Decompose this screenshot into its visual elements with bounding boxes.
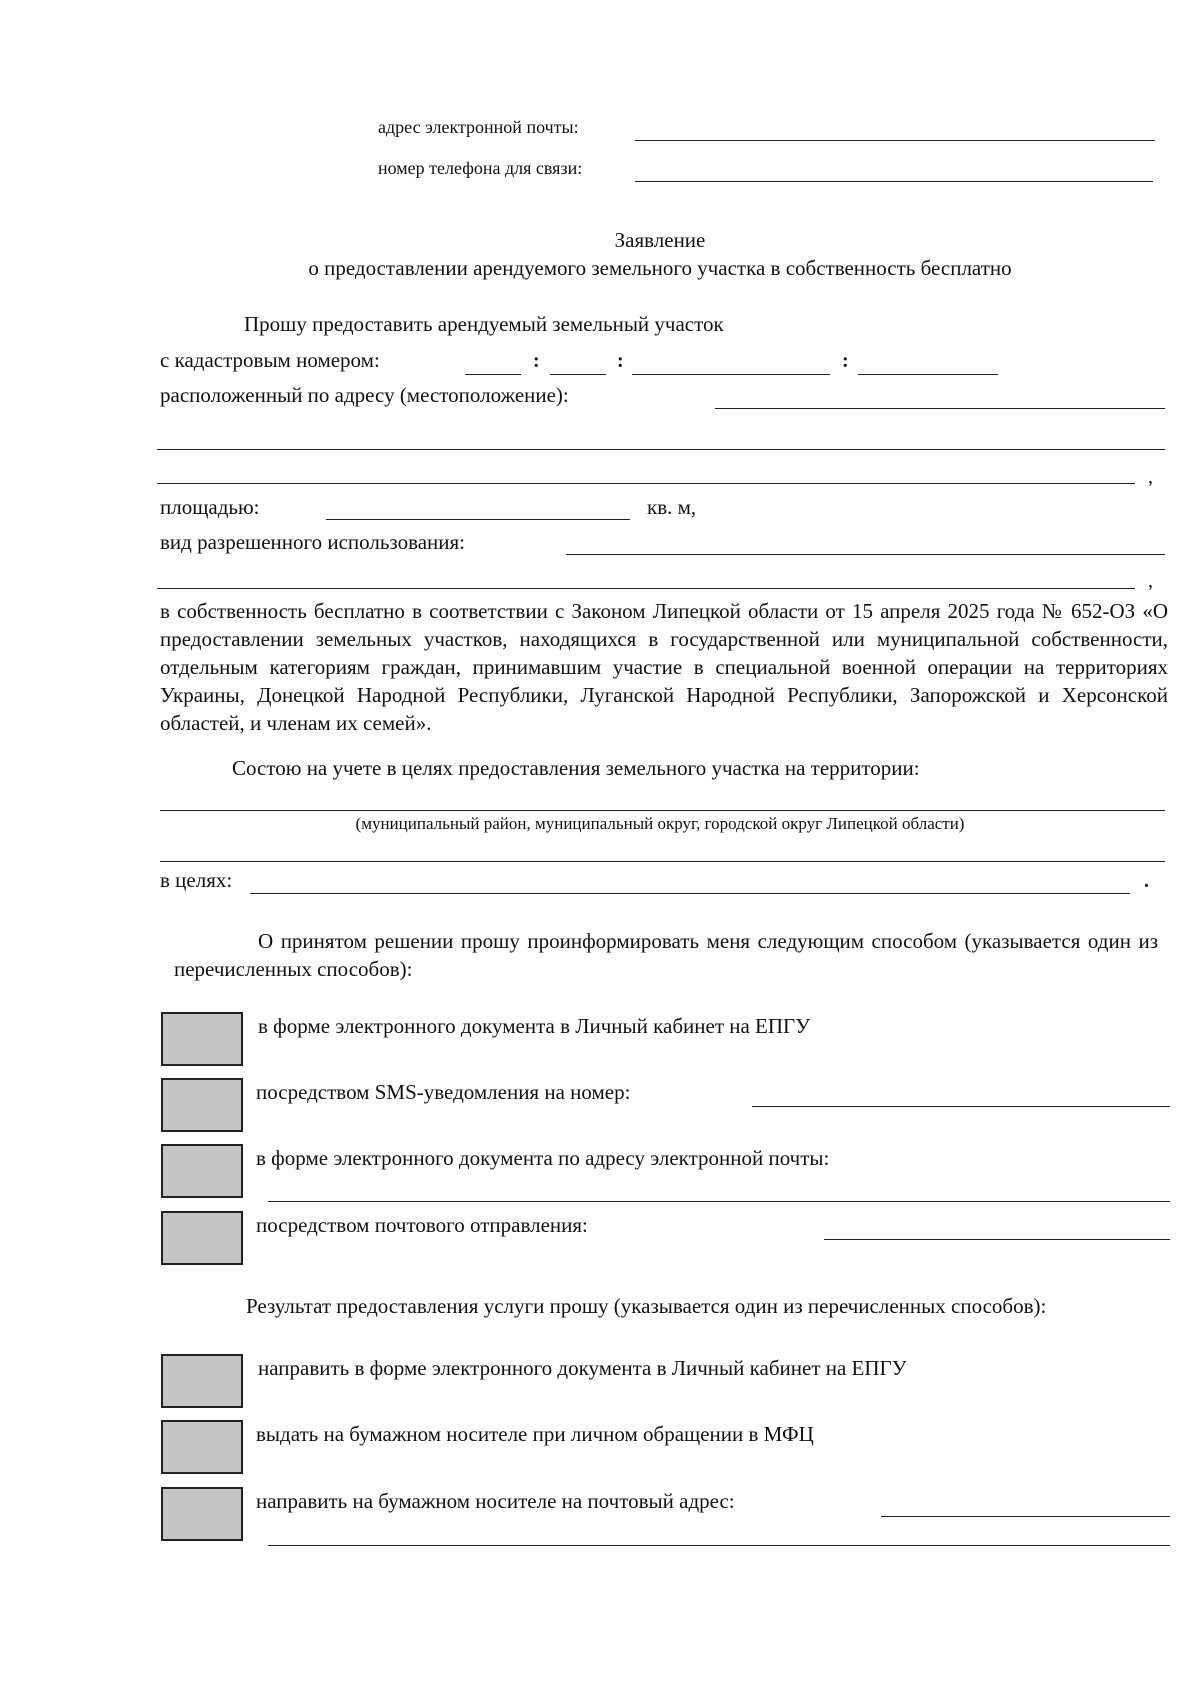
period: . <box>1144 870 1149 892</box>
request-text: Прошу предоставить арендуемый земельный участок <box>244 312 724 336</box>
area-unit: кв. м, <box>647 495 697 519</box>
usage-field-line-2[interactable] <box>157 588 1135 589</box>
area-field[interactable] <box>326 519 630 520</box>
notify-intro: О принятом решении прошу проинформировать меня следующим способом (указывается один из перечисленных способов): <box>174 929 1158 981</box>
result-intro: Результат предоставления услуги прошу (указывается один из перечисленных способов): <box>246 1294 1047 1318</box>
cadastral-field-1[interactable] <box>465 374 521 375</box>
notify-option-checkbox[interactable] <box>161 1078 243 1132</box>
address-field[interactable] <box>715 408 1165 409</box>
email-label: адрес электронной почты: <box>378 117 579 137</box>
usage-label: вид разрешенного использования: <box>160 530 466 554</box>
sms-number-field[interactable] <box>752 1106 1170 1107</box>
result-option-checkbox[interactable] <box>161 1487 243 1541</box>
comma: , <box>1148 466 1153 488</box>
cadastral-field-2[interactable] <box>550 374 606 375</box>
notify-option-checkbox[interactable] <box>161 1211 243 1265</box>
result-postal-field-line-2[interactable] <box>268 1545 1170 1546</box>
registration-text: Состою на учете в целях предоставления земельного участка на территории: <box>232 756 920 780</box>
comma: , <box>1148 570 1153 592</box>
cadastral-field-4[interactable] <box>858 374 998 375</box>
purpose-field[interactable] <box>250 893 1130 894</box>
usage-field[interactable] <box>566 554 1165 555</box>
cadastral-separator: : <box>842 350 849 372</box>
notify-option-label: в форме электронного документа по адресу электронной почты: <box>256 1146 830 1170</box>
phone-label: номер телефона для связи: <box>378 158 583 178</box>
area-label: площадью: <box>160 495 260 519</box>
notify-email-field[interactable] <box>268 1201 1170 1202</box>
result-postal-field[interactable] <box>881 1516 1170 1517</box>
purpose-label: в целях: <box>160 868 233 892</box>
notify-option-checkbox[interactable] <box>161 1012 243 1066</box>
territory-field-line-2[interactable] <box>160 861 1165 862</box>
email-field[interactable] <box>635 140 1155 141</box>
phone-field[interactable] <box>635 181 1153 182</box>
cadastral-label: с кадастровым номером: <box>160 348 380 372</box>
cadastral-field-3[interactable] <box>632 374 830 375</box>
cadastral-separator: : <box>533 350 540 372</box>
notify-option-label: посредством SMS-уведомления на номер: <box>256 1080 631 1104</box>
notify-option-checkbox[interactable] <box>161 1144 243 1198</box>
result-option-label: направить на бумажном носителе на почтовый адрес: <box>256 1489 735 1513</box>
notify-option-label: посредством почтового отправления: <box>256 1213 588 1237</box>
address-label: расположенный по адресу (местоположение): <box>160 383 569 407</box>
result-option-checkbox[interactable] <box>161 1354 243 1408</box>
result-option-label: направить в форме электронного документа в Личный кабинет на ЕПГУ <box>258 1356 907 1380</box>
territory-hint: (муниципальный район, муниципальный округ, городской округ Липецкой области) <box>355 814 965 833</box>
document-title: Заявление <box>614 228 706 252</box>
territory-field[interactable] <box>160 810 1165 811</box>
notify-postal-field[interactable] <box>824 1239 1170 1240</box>
result-option-checkbox[interactable] <box>161 1420 243 1474</box>
address-field-line-3[interactable] <box>157 483 1135 484</box>
law-paragraph: в собственность бесплатно в соответствии с Законом Липецкой области от 15 апреля 2025 года № 652-ОЗ «О предоставлении земельных участков, находящихся в государственной или муниципальной собственности, отдельным категориям граждан, принимавшим участие в специальной военной операции на территориях Украины, Донецкой Народной Республики, Луганской Народной Республики, Запорожской и Херсонской областей, и членам их семей». <box>160 599 1168 735</box>
address-field-line-2[interactable] <box>157 449 1165 450</box>
result-option-label: выдать на бумажном носителе при личном обращении в МФЦ <box>256 1422 814 1446</box>
notify-option-label: в форме электронного документа в Личный кабинет на ЕПГУ <box>258 1014 811 1038</box>
cadastral-separator: : <box>617 350 624 372</box>
document-subtitle: о предоставлении арендуемого земельного участка в собственность бесплатно <box>308 256 1012 280</box>
